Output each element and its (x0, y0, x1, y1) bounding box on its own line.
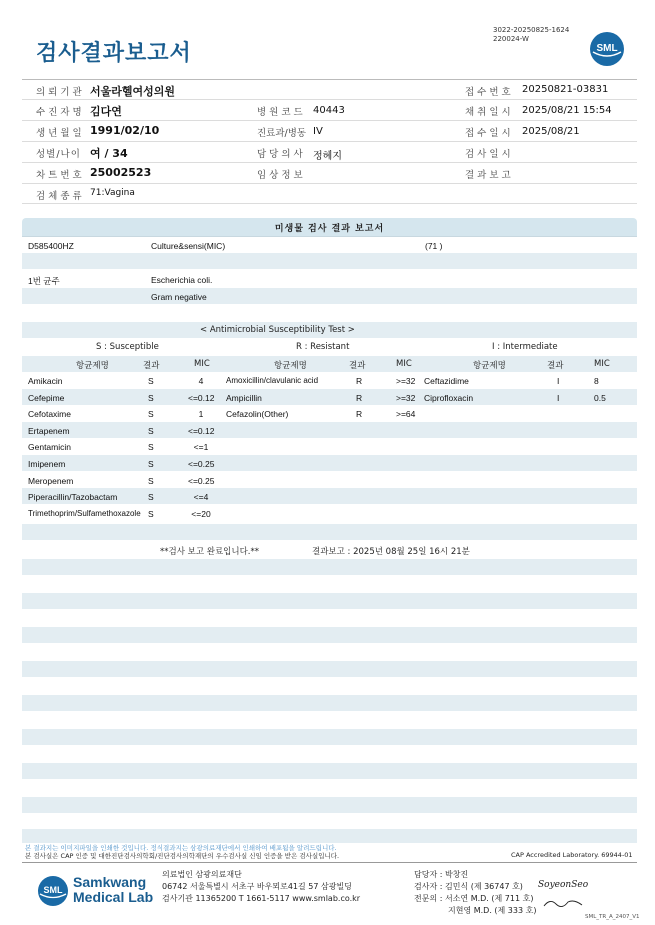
label-clinical-info: 임상정보 (257, 170, 306, 181)
label-chart-no: 차트번호 (36, 170, 85, 181)
drug-name: Ceftazidime (424, 376, 469, 386)
test-name: Culture&sensi(MIC) (151, 241, 226, 251)
label-receipt-no: 접수번호 (465, 87, 514, 98)
label-specimen: 검체종류 (36, 191, 85, 202)
organism: Escherichia coli. (151, 275, 213, 285)
label-birth-date: 생년월일 (36, 128, 85, 139)
result-cell: R (356, 376, 363, 386)
stripe (22, 253, 637, 269)
drug-name: Meropenem (28, 476, 74, 486)
label-result-report: 결과보고 (465, 170, 514, 181)
drug-name: Gentamicin (28, 442, 71, 452)
mic-cell: <=4 (193, 492, 209, 502)
specimen: 71:Vagina (90, 188, 135, 198)
legend-intermediate: I : Intermediate (492, 342, 558, 352)
drug-name: Ciprofloxacin (424, 393, 474, 403)
report-time: 결과보고 : 2025년 08월 25일 16시 21분 (312, 547, 470, 557)
drug-name: Piperacillin/Tazobactam (28, 492, 118, 502)
mic-cell: <=0.12 (188, 426, 215, 436)
org-contact: 검사기관 11365200 T 1661-5117 www.smlab.co.kr (162, 894, 361, 903)
drug-name: Trimethoprim/Sulfamethoxazole (28, 509, 141, 518)
brand-word-2: Medical Lab (73, 889, 154, 905)
mic-cell: <=1 (193, 442, 209, 452)
doctor: 정혜지 (313, 151, 342, 162)
col-result-3: 결과 (547, 361, 564, 371)
mic-cell: 8 (594, 376, 599, 386)
birth-date: 1991/02/10 (90, 124, 160, 137)
label-hospital-code: 병원코드 (257, 107, 306, 118)
mic-cell: <=20 (191, 509, 211, 519)
doc-sub-code: 220024-W (493, 35, 529, 43)
col-drug-2: 항균제명 (274, 361, 307, 371)
stripe (22, 524, 637, 540)
drug-name: Cefotaxime (28, 409, 71, 419)
stripe (22, 829, 637, 843)
label-requesting-org: 의뢰기관 (36, 87, 85, 98)
section-title: 미생물 검사 결과 보고서 (274, 224, 385, 234)
result-cell: S (148, 509, 154, 519)
col-result-2: 결과 (349, 361, 366, 371)
department: IV (313, 126, 323, 137)
result-cell: S (148, 409, 154, 419)
isolate-label: 1번 균주 (28, 276, 60, 286)
document-number (493, 26, 569, 44)
stripe (22, 627, 637, 643)
result-cell: S (148, 459, 154, 469)
tester: 검사자 : 김민식 (제 36747 호) (414, 882, 523, 891)
test-code: D585400HZ (28, 241, 74, 251)
test-code-2: (71 ) (425, 241, 443, 251)
stripe (22, 695, 637, 711)
label-sex-age: 성별/나이 (36, 149, 81, 160)
stripe (22, 797, 637, 813)
notice-image-print: 본 결과지는 이미지파일을 인쇄한 것입니다. 정식결과지는 삼광의료재단에서 인쇄하여 배포됨을 알려드립니다. (25, 844, 337, 852)
chart-no: 25002523 (90, 166, 152, 179)
result-cell: S (148, 426, 154, 436)
footer-staff-block (414, 869, 536, 917)
sml-logo (588, 30, 626, 68)
label-test-date: 검사일시 (465, 149, 514, 160)
col-mic-1: MIC (194, 359, 210, 369)
sml-footer-logo-icon (36, 874, 70, 908)
col-mic-3: MIC (594, 359, 610, 369)
mic-cell: 4 (198, 376, 204, 386)
label-department: 진료과/병동 (257, 128, 307, 139)
signature: SoyeonSeo (538, 880, 589, 890)
col-mic-2: MIC (396, 359, 412, 369)
drug-name: Imipenem (28, 459, 66, 469)
result-cell: S (148, 393, 154, 403)
stripe (22, 455, 637, 471)
specialist-2: 지현영 M.D. (제 333 호) (448, 906, 537, 915)
result-cell: S (148, 376, 154, 386)
label-patient-name: 수진자명 (36, 107, 85, 118)
stripe (22, 288, 637, 304)
stripe (22, 729, 637, 745)
receipt-no: 20250821-03831 (522, 84, 609, 95)
stripe (22, 356, 637, 372)
form-code: SML_TR_A_2407_V1 (585, 914, 640, 920)
drug-name: Amikacin (28, 376, 63, 386)
ast-title: < Antimicrobial Susceptibility Test > (200, 325, 355, 335)
mic-cell: 0.5 (594, 393, 606, 403)
result-cell: I (557, 376, 560, 386)
result-cell: S (148, 492, 154, 502)
completion-message: **검사 보고 완료입니다.** (160, 547, 260, 557)
mic-cell: >=32 (396, 376, 416, 386)
col-result-1: 결과 (143, 361, 160, 371)
drug-name: Amoxicillin/clavulanic acid (226, 376, 319, 385)
label-doctor: 담당의사 (257, 149, 306, 160)
stripe (22, 763, 637, 779)
notice-accreditation: 본 검사실은 CAP 인증 및 대한진단검사의학회/진단검사의학재단의 우수검사실 신임 인증을 받은 검사실입니다. (25, 852, 340, 860)
mic-cell: <=0.12 (188, 393, 215, 403)
mic-cell: <=0.25 (188, 476, 215, 486)
gram-stain: Gram negative (151, 292, 207, 302)
mic-cell: >=32 (396, 393, 416, 403)
mic-cell: >=64 (396, 409, 416, 419)
drug-name: Cefazolin(Other) (226, 409, 289, 419)
sml-logo-text: SML (596, 43, 618, 54)
result-cell: R (356, 409, 363, 419)
specialist-1: 전문의 : 서소연 M.D. (제 711 호) (414, 894, 534, 903)
legend-susceptible: S : Susceptible (96, 342, 159, 352)
sml-footer-logo-text: SML (43, 885, 63, 895)
result-cell: S (148, 476, 154, 486)
brand-word-1: Samkwang (73, 874, 147, 890)
result-cell: I (557, 393, 560, 403)
stripe (22, 559, 637, 575)
sex-age: 여 / 34 (90, 147, 128, 160)
stripe (22, 593, 637, 609)
collection-time: 2025/08/21 15:54 (522, 105, 612, 116)
signature-scribble (542, 896, 584, 910)
org-address: 06742 서울특별시 서초구 바우뫼로41길 57 삼광빌딩 (162, 882, 352, 891)
mic-cell: <=0.25 (188, 459, 215, 469)
hospital-code: 40443 (313, 105, 345, 116)
legend-resistant: R : Resistant (296, 342, 350, 352)
stripe (22, 422, 637, 438)
receipt-date: 2025/08/21 (522, 126, 580, 137)
result-cell: R (356, 393, 363, 403)
label-collection-time: 채취일시 (465, 107, 514, 118)
stripe (22, 661, 637, 677)
drug-name: Ampicillin (226, 393, 262, 403)
org-name: 의료법인 삼광의료재단 (162, 870, 242, 879)
drug-name: Ertapenem (28, 426, 70, 436)
drug-name: Cefepime (28, 393, 65, 403)
cap-accreditation: CAP Accredited Laboratory. 69944-01 (511, 851, 633, 859)
mic-cell: 1 (198, 409, 204, 419)
patient-name: 김다연 (90, 105, 122, 118)
result-cell: S (148, 442, 154, 452)
stripe (22, 389, 637, 405)
col-drug-3: 항균제명 (473, 361, 506, 371)
footer-brand (73, 875, 153, 905)
footer-org-block (162, 869, 360, 905)
requesting-org: 서울라헬여성의원 (90, 85, 176, 98)
doc-code: 3022-20250825-1624 (493, 26, 570, 34)
manager: 담당자 : 박창진 (414, 870, 469, 879)
label-receipt-date: 접수일시 (465, 128, 514, 139)
report-title: 검사결과보고서 (36, 41, 192, 66)
col-drug-1: 항균제명 (76, 361, 109, 371)
